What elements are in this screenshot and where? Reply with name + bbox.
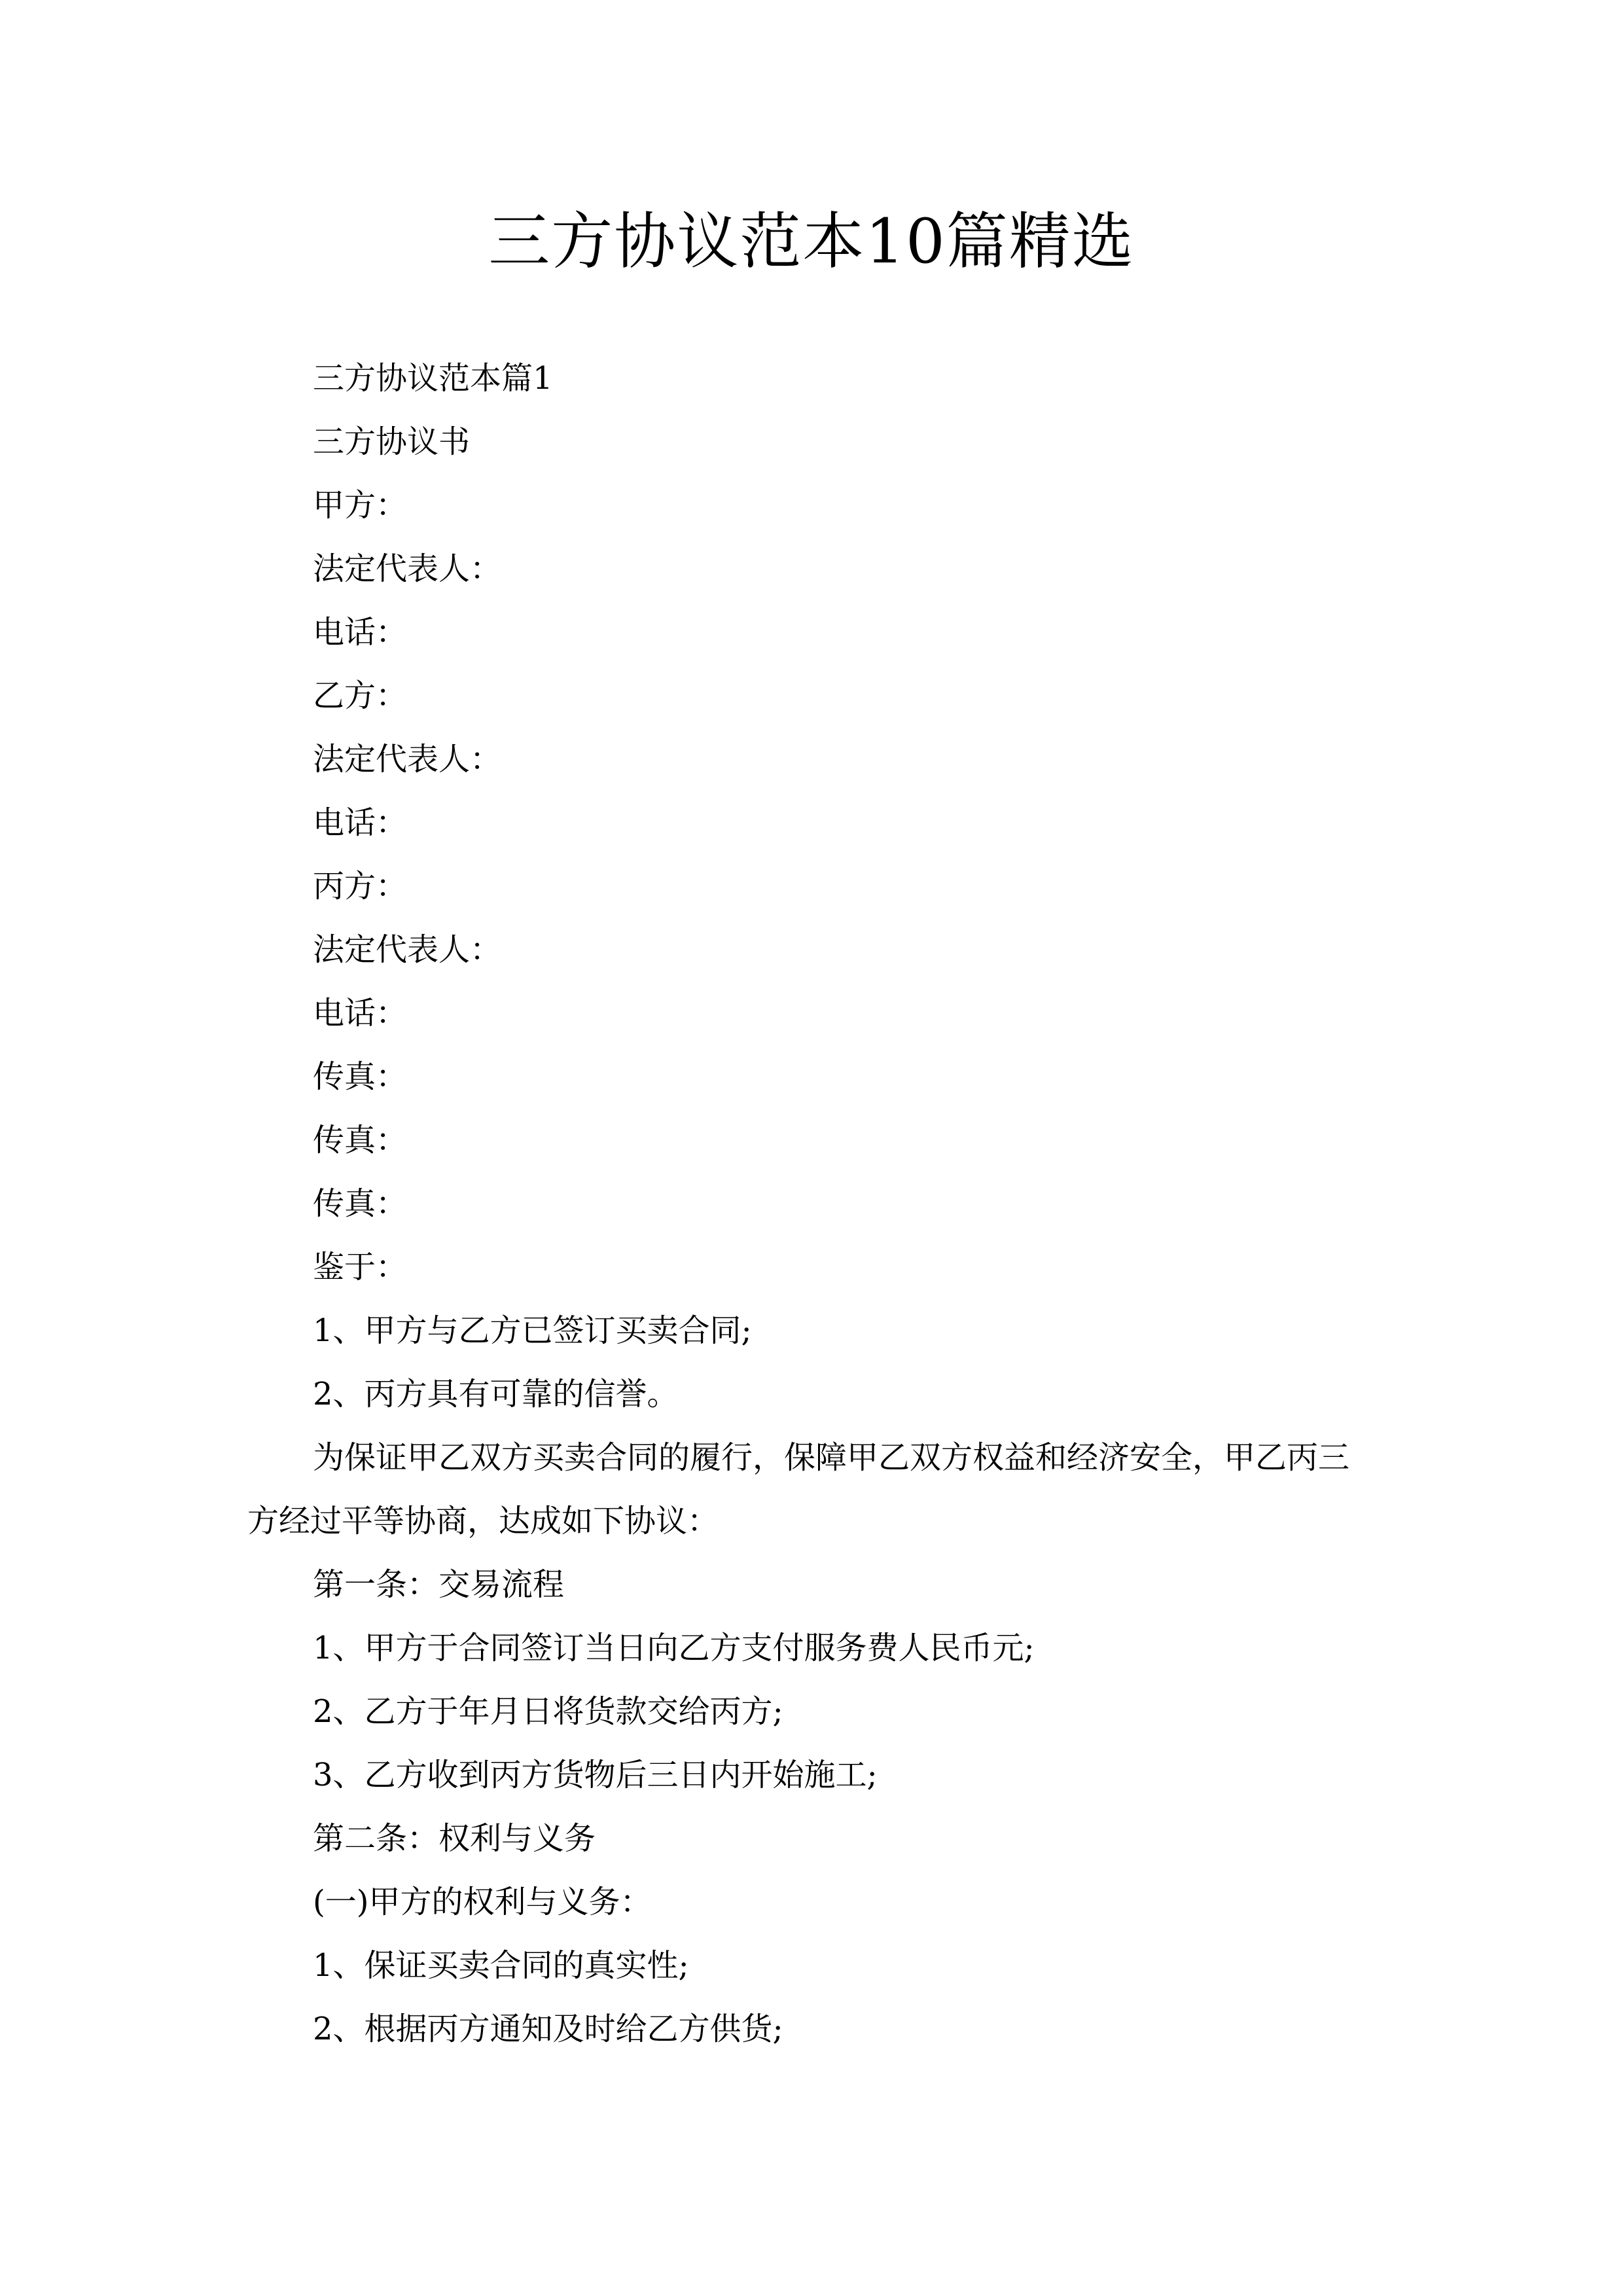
party-a-phone: 电话： — [313, 614, 408, 651]
party-c-phone: 电话： — [313, 995, 408, 1031]
preamble-paragraph: 为保证甲乙双方买卖合同的履行，保障甲乙双方权益和经济安全，甲乙丙三方经过平等协商，达成如下协议： — [247, 1439, 1350, 1539]
party-b-label: 乙方： — [313, 677, 408, 714]
section-heading: 三方协议范本篇1 — [313, 360, 553, 397]
whereas-item: 1、甲方与乙方已签订买卖合同; — [313, 1312, 752, 1349]
fax-line: 传真： — [313, 1122, 408, 1158]
article-item: 1、甲方于合同签订当日向乙方支付服务费人民币元; — [313, 1630, 1035, 1666]
party-c-representative: 法定代表人： — [313, 931, 502, 968]
party-a-label: 甲方： — [313, 487, 408, 524]
fax-line: 传真： — [313, 1185, 408, 1222]
party-b-phone: 电话： — [313, 804, 408, 841]
party-b-representative: 法定代表人： — [313, 741, 502, 778]
article-item: 2、根据丙方通知及时给乙方供货; — [313, 2011, 783, 2047]
article-item: 3、乙方收到丙方货物后三日内开始施工; — [313, 1757, 878, 1793]
document-title: 三方协议范本10篇精选 — [488, 206, 1135, 278]
party-c-label: 丙方： — [313, 868, 408, 905]
article-heading: 第一条：交易流程 — [313, 1566, 565, 1603]
subsection-heading: (一)甲方的权利与义务： — [313, 1884, 652, 1920]
article-item: 2、乙方于年月日将货款交给丙方; — [313, 1693, 783, 1730]
agreement-heading: 三方协议书 — [313, 423, 471, 460]
party-a-representative: 法定代表人： — [313, 550, 502, 587]
document-body — [247, 347, 1376, 2061]
article-heading: 第二条：权利与义务 — [313, 1820, 596, 1857]
whereas-item: 2、丙方具有可靠的信誉。 — [313, 1376, 679, 1412]
whereas-label: 鉴于： — [313, 1249, 408, 1285]
article-item: 1、保证买卖合同的真实性; — [313, 1947, 689, 1984]
fax-line: 传真： — [313, 1058, 408, 1095]
